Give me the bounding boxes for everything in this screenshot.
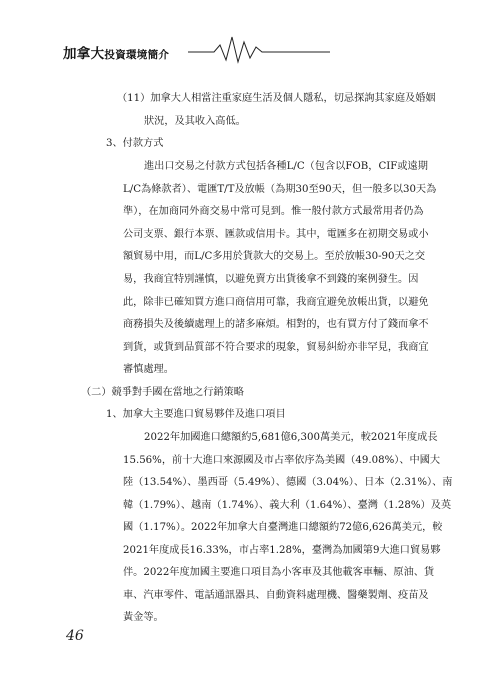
sec3-line: 額貿易中用，而L/C多用於貨款大的交易上。至於放帳30-90天之交 [123,251,426,262]
sec3-line: 進出口交易之付款方式包括各種L/C（包含以FOB，CIF或遠期 [144,161,428,172]
item-11-line-2: 狀況，及其收入高低。 [144,116,246,127]
sub1-line: 車、汽車零件、電話通訊器具、自動資料處理機、醫藥製劑、疫苗及 [123,590,429,601]
sec3-line: 易，我商宜特別謹慎，以避免賣方出貨後拿不到錢的案例發生。因 [123,274,419,285]
section-3-heading: 3、付款方式 [106,138,164,149]
sec3-line: 到貨，或貨到品質部不符合要求的現象，貿易糾紛亦非罕見，我商宜 [123,342,429,353]
sec3-line: 審慎處理。 [123,364,174,375]
sub1-line: 韓（1.79%）、越南（1.74%）、義大利（1.64%）、臺灣（1.28%）及英 [123,500,452,511]
page-number: 46 [66,628,84,644]
sub1-line: 2021年度成長16.33%，市占率1.28%，臺灣為加國第9大進口貿易夥 [123,545,441,556]
sub1-line: 15.56%，前十大進口來源國及市占率依序為美國（49.08%）、中國大 [123,455,441,466]
subsection-1-heading: 1、加拿大主要進口貿易夥伴及進口項目 [106,409,286,420]
sub1-line: 黃金等。 [123,612,164,623]
item-11-line-1: （11）加拿大人相當注重家庭生活及個人隱私，切忌探詢其家庭及婚姻 [117,93,436,104]
header-title-sub: 投資環境簡介 [104,49,170,61]
sub1-line: 陸（13.54%）、墨西哥（5.49%）、德國（3.04%）、日本（2.31%）、南 [123,477,453,488]
header-heartbeat-line [0,0,480,72]
header-title-main: 加拿大 [63,46,105,62]
sub1-line: 2022年加國進口總額約5,681億6,300萬美元，較2021年度成長 [144,432,438,443]
page-header [0,0,480,72]
sub1-line: 伴。2022年度加國主要進口項目為小客車及其他載客車輛、原油、貨 [123,567,435,578]
sec3-line: 公司支票、銀行本票、匯款或信用卡。其中，電匯多在初期交易或小 [123,229,429,240]
sub1-line: 國（1.17%）。2022年加拿大自臺灣進口總額約72億6,626萬美元，較 [123,522,443,533]
sec3-line: 準），在加商同外商交易中常可見到。惟一般付款方式最常用者仍為 [123,206,424,217]
part-2-heading: （二）競爭對手國在當地之行銷策略 [81,387,244,398]
sec3-line: L/C為條款者）、電匯T/T及放帳（為期30至90天，但一般多以30天為 [123,184,437,195]
sec3-line: 此，除非已確知買方進口商信用可靠，我商宜避免放帳出貨，以避免 [123,297,429,308]
sec3-line: 商務損失及後續處理上的諸多麻煩。相對的，也有買方付了錢而拿不 [123,319,429,330]
